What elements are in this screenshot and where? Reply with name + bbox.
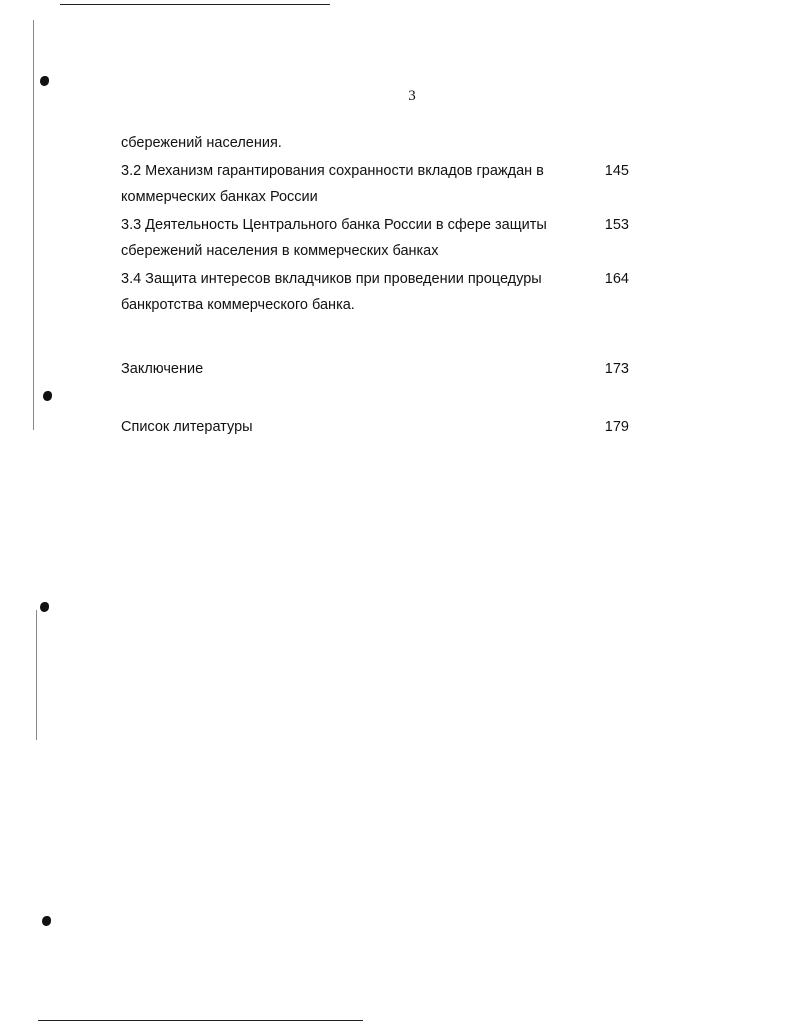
toc-entry-title: Список литературы — [121, 419, 253, 435]
toc-entry-page: 153 — [604, 217, 629, 233]
scan-left-margin-line-lower — [36, 610, 37, 740]
toc-entry-bibliography — [121, 414, 641, 440]
toc-entry-3-3 — [121, 212, 641, 264]
toc-entry-3-2 — [121, 158, 641, 210]
toc-entry-page: 173 — [604, 361, 629, 377]
toc-entry-title: 3.3 Деятельность Центрального банка России в сфере защиты сбережений населения в коммерческих банках — [121, 217, 547, 259]
scan-bottom-rule — [38, 1020, 363, 1021]
scan-left-margin-line — [33, 20, 34, 430]
binding-hole-mark — [42, 916, 51, 926]
page-number: 3 — [408, 88, 416, 104]
scan-top-rule — [60, 4, 330, 5]
binding-hole-mark — [40, 602, 49, 612]
toc-entry-title: 3.2 Механизм гарантирования сохранности вкладов граждан в коммерческих банках России — [121, 163, 544, 205]
binding-hole-mark — [40, 76, 49, 86]
toc-entry-title: сбережений населения. — [121, 135, 282, 151]
toc-continuation — [121, 130, 641, 156]
table-of-contents — [121, 130, 641, 440]
toc-entry-page: 179 — [604, 419, 629, 435]
binding-hole-mark — [43, 391, 52, 401]
toc-entry-page: 145 — [604, 163, 629, 179]
toc-entry-page: 164 — [604, 271, 629, 287]
toc-entry-conclusion — [121, 356, 641, 382]
toc-entry-title: Заключение — [121, 361, 204, 377]
toc-entry-title: 3.4 Защита интересов вкладчиков при проведении процедуры банкротства коммерческого банка. — [121, 271, 542, 313]
toc-entry-3-4 — [121, 266, 641, 318]
